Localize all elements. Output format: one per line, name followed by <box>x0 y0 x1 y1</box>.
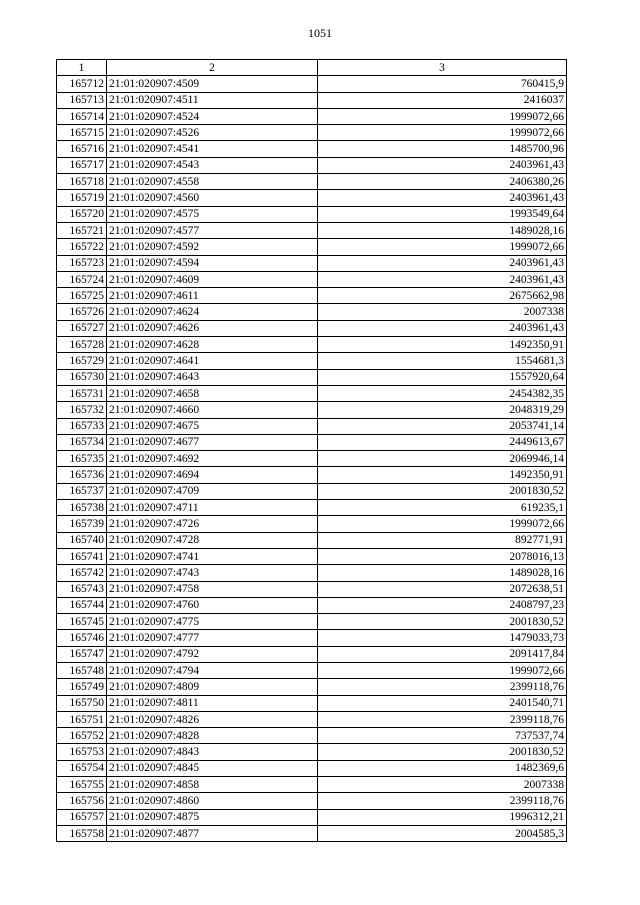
cadastral-number-cell: 21:01:020907:4626 <box>107 320 318 336</box>
row-number-cell: 165745 <box>57 614 107 630</box>
value-cell: 1492350,91 <box>318 467 567 483</box>
value-cell: 2399118,76 <box>318 793 567 809</box>
value-cell: 1557920,64 <box>318 369 567 385</box>
table-row <box>57 451 567 467</box>
row-number-cell: 165748 <box>57 662 107 678</box>
row-number-cell: 165741 <box>57 548 107 564</box>
cadastral-number-cell: 21:01:020907:4809 <box>107 679 318 695</box>
row-number-cell: 165750 <box>57 695 107 711</box>
value-cell: 2053741,14 <box>318 418 567 434</box>
value-cell: 1999072,66 <box>318 239 567 255</box>
value-cell: 2072638,51 <box>318 581 567 597</box>
cadastral-number-cell: 21:01:020907:4577 <box>107 222 318 238</box>
row-number-cell: 165729 <box>57 353 107 369</box>
value-cell: 1482369,6 <box>318 760 567 776</box>
cadastral-number-cell: 21:01:020907:4758 <box>107 581 318 597</box>
cadastral-number-cell: 21:01:020907:4575 <box>107 206 318 222</box>
value-cell: 1489028,16 <box>318 222 567 238</box>
cadastral-number-cell: 21:01:020907:4509 <box>107 76 318 92</box>
cadastral-number-cell: 21:01:020907:4609 <box>107 271 318 287</box>
table-row <box>57 695 567 711</box>
value-cell: 2454382,35 <box>318 385 567 401</box>
row-number-cell: 165724 <box>57 271 107 287</box>
row-number-cell: 165739 <box>57 516 107 532</box>
value-cell: 2001830,52 <box>318 483 567 499</box>
table-row <box>57 679 567 695</box>
column-header-3: 3 <box>318 60 567 76</box>
value-cell: 2406380,26 <box>318 174 567 190</box>
table-row <box>57 809 567 825</box>
cadastral-number-cell: 21:01:020907:4541 <box>107 141 318 157</box>
value-cell: 2403961,43 <box>318 320 567 336</box>
table-row <box>57 369 567 385</box>
value-cell: 737537,74 <box>318 728 567 744</box>
row-number-cell: 165744 <box>57 597 107 613</box>
row-number-cell: 165720 <box>57 206 107 222</box>
row-number-cell: 165743 <box>57 581 107 597</box>
cadastral-number-cell: 21:01:020907:4641 <box>107 353 318 369</box>
cadastral-number-cell: 21:01:020907:4511 <box>107 92 318 108</box>
cadastral-number-cell: 21:01:020907:4775 <box>107 614 318 630</box>
row-number-cell: 165726 <box>57 304 107 320</box>
cadastral-number-cell: 21:01:020907:4811 <box>107 695 318 711</box>
table-row <box>57 728 567 744</box>
value-cell: 1485700,96 <box>318 141 567 157</box>
table-row <box>57 92 567 108</box>
value-cell: 2091417,84 <box>318 646 567 662</box>
value-cell: 2408797,23 <box>318 597 567 613</box>
table-row <box>57 304 567 320</box>
row-number-cell: 165734 <box>57 434 107 450</box>
value-cell: 1489028,16 <box>318 565 567 581</box>
table-row <box>57 793 567 809</box>
value-cell: 2403961,43 <box>318 271 567 287</box>
cadastral-number-cell: 21:01:020907:4658 <box>107 385 318 401</box>
table-row <box>57 141 567 157</box>
row-number-cell: 165728 <box>57 337 107 353</box>
value-cell: 1479033,73 <box>318 630 567 646</box>
page-number: 1051 <box>308 26 332 40</box>
table-row <box>57 467 567 483</box>
table-row <box>57 614 567 630</box>
cadastral-number-cell: 21:01:020907:4792 <box>107 646 318 662</box>
row-number-cell: 165731 <box>57 385 107 401</box>
table-row <box>57 630 567 646</box>
row-number-cell: 165758 <box>57 825 107 841</box>
cadastral-number-cell: 21:01:020907:4560 <box>107 190 318 206</box>
table-row <box>57 76 567 92</box>
header-row <box>57 60 567 76</box>
row-number-cell: 165753 <box>57 744 107 760</box>
value-cell: 1993549,64 <box>318 206 567 222</box>
table-row <box>57 320 567 336</box>
cadastral-number-cell: 21:01:020907:4794 <box>107 662 318 678</box>
cadastral-number-cell: 21:01:020907:4611 <box>107 288 318 304</box>
table-row <box>57 353 567 369</box>
table-row <box>57 711 567 727</box>
cadastral-number-cell: 21:01:020907:4526 <box>107 125 318 141</box>
cadastral-number-cell: 21:01:020907:4845 <box>107 760 318 776</box>
value-cell: 1999072,66 <box>318 516 567 532</box>
row-number-cell: 165749 <box>57 679 107 695</box>
row-number-cell: 165738 <box>57 500 107 516</box>
row-number-cell: 165712 <box>57 76 107 92</box>
table-row <box>57 125 567 141</box>
table-row <box>57 288 567 304</box>
value-cell: 2001830,52 <box>318 614 567 630</box>
cadastral-number-cell: 21:01:020907:4624 <box>107 304 318 320</box>
row-number-cell: 165716 <box>57 141 107 157</box>
value-cell: 2403961,43 <box>318 190 567 206</box>
value-cell: 2007338 <box>318 304 567 320</box>
value-cell: 2449613,67 <box>318 434 567 450</box>
row-number-cell: 165717 <box>57 157 107 173</box>
table-body <box>57 76 567 842</box>
value-cell: 2403961,43 <box>318 255 567 271</box>
table-row <box>57 597 567 613</box>
row-number-cell: 165747 <box>57 646 107 662</box>
value-cell: 1554681,3 <box>318 353 567 369</box>
cadastral-number-cell: 21:01:020907:4741 <box>107 548 318 564</box>
row-number-cell: 165733 <box>57 418 107 434</box>
row-number-cell: 165754 <box>57 760 107 776</box>
cadastral-number-cell: 21:01:020907:4709 <box>107 483 318 499</box>
value-cell: 1999072,66 <box>318 125 567 141</box>
row-number-cell: 165757 <box>57 809 107 825</box>
table-row <box>57 434 567 450</box>
cadastral-number-cell: 21:01:020907:4543 <box>107 157 318 173</box>
row-number-cell: 165735 <box>57 451 107 467</box>
row-number-cell: 165755 <box>57 777 107 793</box>
value-cell: 2403961,43 <box>318 157 567 173</box>
table-row <box>57 825 567 841</box>
row-number-cell: 165756 <box>57 793 107 809</box>
cadastral-number-cell: 21:01:020907:4694 <box>107 467 318 483</box>
cadastral-number-cell: 21:01:020907:4675 <box>107 418 318 434</box>
data-table <box>56 59 567 842</box>
row-number-cell: 165718 <box>57 174 107 190</box>
row-number-cell: 165732 <box>57 402 107 418</box>
value-cell: 2004585,3 <box>318 825 567 841</box>
cadastral-number-cell: 21:01:020907:4660 <box>107 402 318 418</box>
table-row <box>57 760 567 776</box>
value-cell: 2401540,71 <box>318 695 567 711</box>
cadastral-number-cell: 21:01:020907:4728 <box>107 532 318 548</box>
table-row <box>57 206 567 222</box>
row-number-cell: 165730 <box>57 369 107 385</box>
row-number-cell: 165752 <box>57 728 107 744</box>
cadastral-number-cell: 21:01:020907:4677 <box>107 434 318 450</box>
value-cell: 760415,9 <box>318 76 567 92</box>
row-number-cell: 165725 <box>57 288 107 304</box>
row-number-cell: 165722 <box>57 239 107 255</box>
row-number-cell: 165719 <box>57 190 107 206</box>
value-cell: 2048319,29 <box>318 402 567 418</box>
value-cell: 1999072,66 <box>318 662 567 678</box>
row-number-cell: 165737 <box>57 483 107 499</box>
table-row <box>57 239 567 255</box>
value-cell: 1492350,91 <box>318 337 567 353</box>
row-number-cell: 165714 <box>57 108 107 124</box>
value-cell: 2069946,14 <box>318 451 567 467</box>
cadastral-number-cell: 21:01:020907:4858 <box>107 777 318 793</box>
cadastral-number-cell: 21:01:020907:4726 <box>107 516 318 532</box>
cadastral-number-cell: 21:01:020907:4828 <box>107 728 318 744</box>
cadastral-number-cell: 21:01:020907:4777 <box>107 630 318 646</box>
cadastral-number-cell: 21:01:020907:4743 <box>107 565 318 581</box>
table-row <box>57 271 567 287</box>
row-number-cell: 165742 <box>57 565 107 581</box>
value-cell: 892771,91 <box>318 532 567 548</box>
cadastral-number-cell: 21:01:020907:4877 <box>107 825 318 841</box>
cadastral-number-cell: 21:01:020907:4860 <box>107 793 318 809</box>
cadastral-number-cell: 21:01:020907:4592 <box>107 239 318 255</box>
table-row <box>57 483 567 499</box>
value-cell: 2399118,76 <box>318 711 567 727</box>
table-row <box>57 385 567 401</box>
table-header <box>57 60 567 76</box>
table-row <box>57 662 567 678</box>
table-row <box>57 190 567 206</box>
value-cell: 1999072,66 <box>318 108 567 124</box>
row-number-cell: 165740 <box>57 532 107 548</box>
cadastral-number-cell: 21:01:020907:4843 <box>107 744 318 760</box>
cadastral-number-cell: 21:01:020907:4875 <box>107 809 318 825</box>
value-cell: 1996312,21 <box>318 809 567 825</box>
table-row <box>57 222 567 238</box>
row-number-cell: 165736 <box>57 467 107 483</box>
cadastral-number-cell: 21:01:020907:4628 <box>107 337 318 353</box>
row-number-cell: 165727 <box>57 320 107 336</box>
row-number-cell: 165723 <box>57 255 107 271</box>
table-row <box>57 337 567 353</box>
column-header-2: 2 <box>107 60 318 76</box>
cadastral-number-cell: 21:01:020907:4643 <box>107 369 318 385</box>
table-row <box>57 744 567 760</box>
table-row <box>57 565 567 581</box>
table-row <box>57 516 567 532</box>
table-row <box>57 402 567 418</box>
table-row <box>57 777 567 793</box>
cadastral-number-cell: 21:01:020907:4760 <box>107 597 318 613</box>
value-cell: 2078016,13 <box>318 548 567 564</box>
value-cell: 2007338 <box>318 777 567 793</box>
cadastral-number-cell: 21:01:020907:4826 <box>107 711 318 727</box>
table-row <box>57 255 567 271</box>
value-cell: 2416037 <box>318 92 567 108</box>
table-row <box>57 532 567 548</box>
table-row <box>57 548 567 564</box>
table-row <box>57 157 567 173</box>
value-cell: 2001830,52 <box>318 744 567 760</box>
table-row <box>57 581 567 597</box>
cadastral-number-cell: 21:01:020907:4558 <box>107 174 318 190</box>
value-cell: 619235,1 <box>318 500 567 516</box>
value-cell: 2399118,76 <box>318 679 567 695</box>
row-number-cell: 165746 <box>57 630 107 646</box>
table-row <box>57 418 567 434</box>
table-row <box>57 646 567 662</box>
cadastral-number-cell: 21:01:020907:4711 <box>107 500 318 516</box>
cadastral-number-cell: 21:01:020907:4524 <box>107 108 318 124</box>
row-number-cell: 165715 <box>57 125 107 141</box>
cadastral-number-cell: 21:01:020907:4692 <box>107 451 318 467</box>
row-number-cell: 165751 <box>57 711 107 727</box>
table-row <box>57 500 567 516</box>
column-header-1: 1 <box>57 60 107 76</box>
row-number-cell: 165713 <box>57 92 107 108</box>
value-cell: 2675662,98 <box>318 288 567 304</box>
table-row <box>57 108 567 124</box>
table-row <box>57 174 567 190</box>
row-number-cell: 165721 <box>57 222 107 238</box>
cadastral-number-cell: 21:01:020907:4594 <box>107 255 318 271</box>
